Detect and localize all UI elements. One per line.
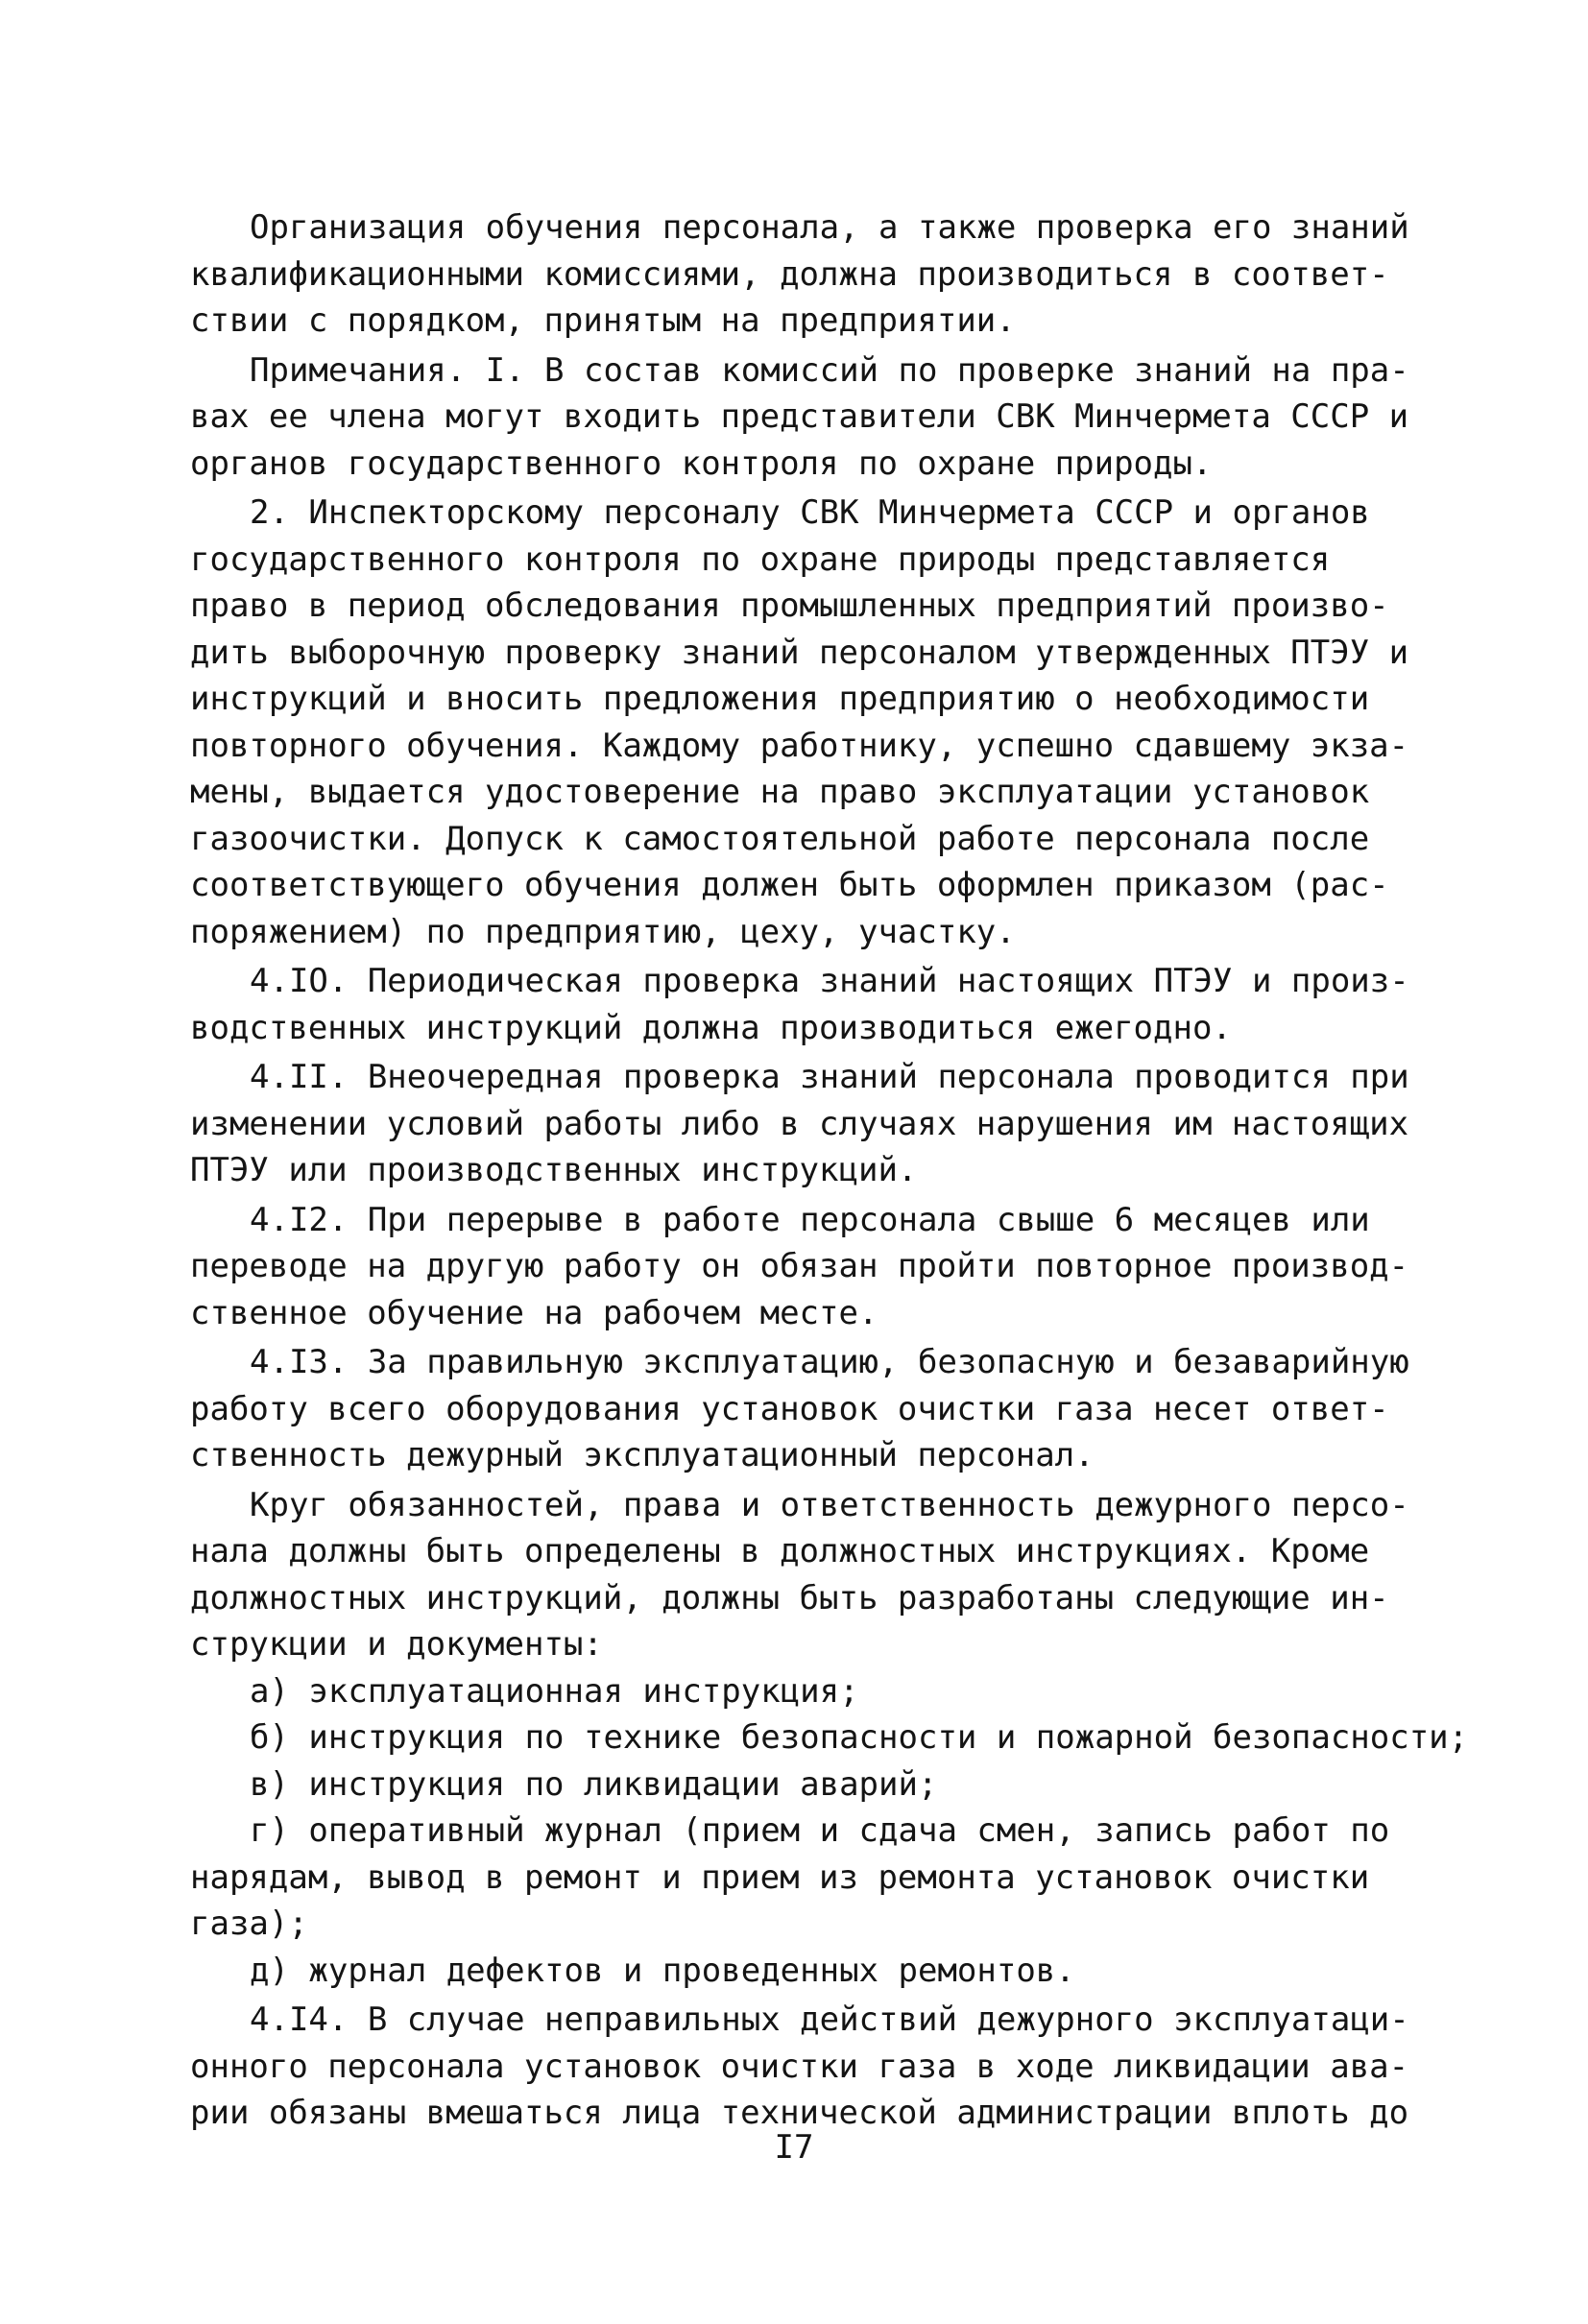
- text-line: мены, выдается удостоверение на право эксплуатации установок: [190, 773, 1370, 811]
- text-line: нала должны быть определены в должностных инструкциях. Кроме: [190, 1532, 1370, 1570]
- text-line: нарядам, вывод в ремонт и прием из ремонта установок очистки: [190, 1857, 1370, 1897]
- text-line: Примечания. I. В состав комиссий по проверке знаний на пра-: [250, 350, 1409, 390]
- text-line: должностных инструкций, должны быть разработаны следующие ин-: [190, 1578, 1389, 1617]
- text-line: газа);: [190, 1905, 308, 1943]
- text-line: Организация обучения персонала, а также проверка его знаний: [250, 208, 1409, 247]
- body-text: [190, 204, 1469, 2137]
- text-line: повторного обучения. Каждому работнику, успешно сдавшему экза-: [190, 726, 1409, 765]
- text-line: 4.I4. В случае неправильных действий дежурного эксплуатаци-: [250, 2001, 1409, 2039]
- text-line: 4.I3. За правильную эксплуатацию, безопасную и безаварийную: [250, 1343, 1409, 1381]
- text-line: газоочистки. Допуск к самостоятельной работе персонала после: [190, 819, 1370, 858]
- text-line: работу всего оборудования установок очистки газа несет ответ-: [190, 1389, 1389, 1428]
- text-line: вах ее члена могут входить представители СВК Минчермета СССР и: [190, 397, 1409, 436]
- text-line: рии обязаны вмешаться лица технической администрации вплоть до: [190, 2094, 1409, 2132]
- text-line: переводе на другую работу он обязан пройти повторное производ-: [190, 1247, 1409, 1285]
- text-line: ственность дежурный эксплуатационный персонал.: [190, 1436, 1095, 1474]
- list-item: а) эксплуатационная инструкция;: [250, 1671, 859, 1711]
- text-line: 4.II. Внеочередная проверка знаний персонала проводится при: [250, 1058, 1409, 1096]
- text-line: квалификационными комиссиями, должна производиться в соответ-: [190, 254, 1389, 294]
- list-item: в) инструкция по ликвидации аварий;: [250, 1764, 938, 1804]
- text-line: водственных инструкций должна производиться ежегодно.: [190, 1008, 1232, 1047]
- text-line: изменении условий работы либо в случаях нарушения им настоящих: [190, 1104, 1409, 1143]
- text-line: Круг обязанностей, права и ответственность дежурного персо-: [250, 1485, 1409, 1524]
- text-line: дить выборочную проверку знаний персоналом утвержденных ПТЭУ и: [190, 633, 1409, 672]
- text-line: ственное обучение на рабочем месте.: [190, 1293, 878, 1332]
- text-line: ствии с порядком, принятым на предприятии.: [190, 301, 1016, 340]
- text-line: 4.IО. Периодическая проверка знаний настоящих ПТЭУ и произ-: [250, 962, 1409, 1000]
- text-line: государственного контроля по охране природы представляется: [190, 539, 1331, 579]
- text-line: право в период обследования промышленных предприятий произво-: [190, 587, 1389, 625]
- text-line: 4.I2. При перерыве в работе персонала свыше 6 месяцев или: [250, 1200, 1370, 1239]
- text-line: 2. Инспекторскому персоналу СВК Минчермета СССР и органов: [250, 493, 1370, 532]
- text-line: инструкций и вносить предложения предприятию о необходимости: [190, 680, 1370, 718]
- text-line: онного персонала установок очистки газа в ходе ликвидации ава-: [190, 2047, 1409, 2086]
- text-line: ПТЭУ или производственных инструкций.: [190, 1151, 918, 1189]
- text-line: поряжением) по предприятию, цеху, участку.: [190, 912, 1016, 951]
- text-line: струкции и документы:: [190, 1625, 603, 1664]
- list-item: г) оперативный журнал (прием и сдача смен, запись работ по: [250, 1811, 1390, 1850]
- list-item: б) инструкция по технике безопасности и пожарной безопасности;: [250, 1718, 1469, 1757]
- text-line: соответствующего обучения должен быть оформлен приказом (рас-: [190, 866, 1389, 904]
- text-line: органов государственного контроля по охране природы.: [190, 443, 1213, 483]
- page-number: I7: [774, 2128, 814, 2167]
- list-item: д) журнал дефектов и проведенных ремонтов.: [250, 1951, 1075, 1990]
